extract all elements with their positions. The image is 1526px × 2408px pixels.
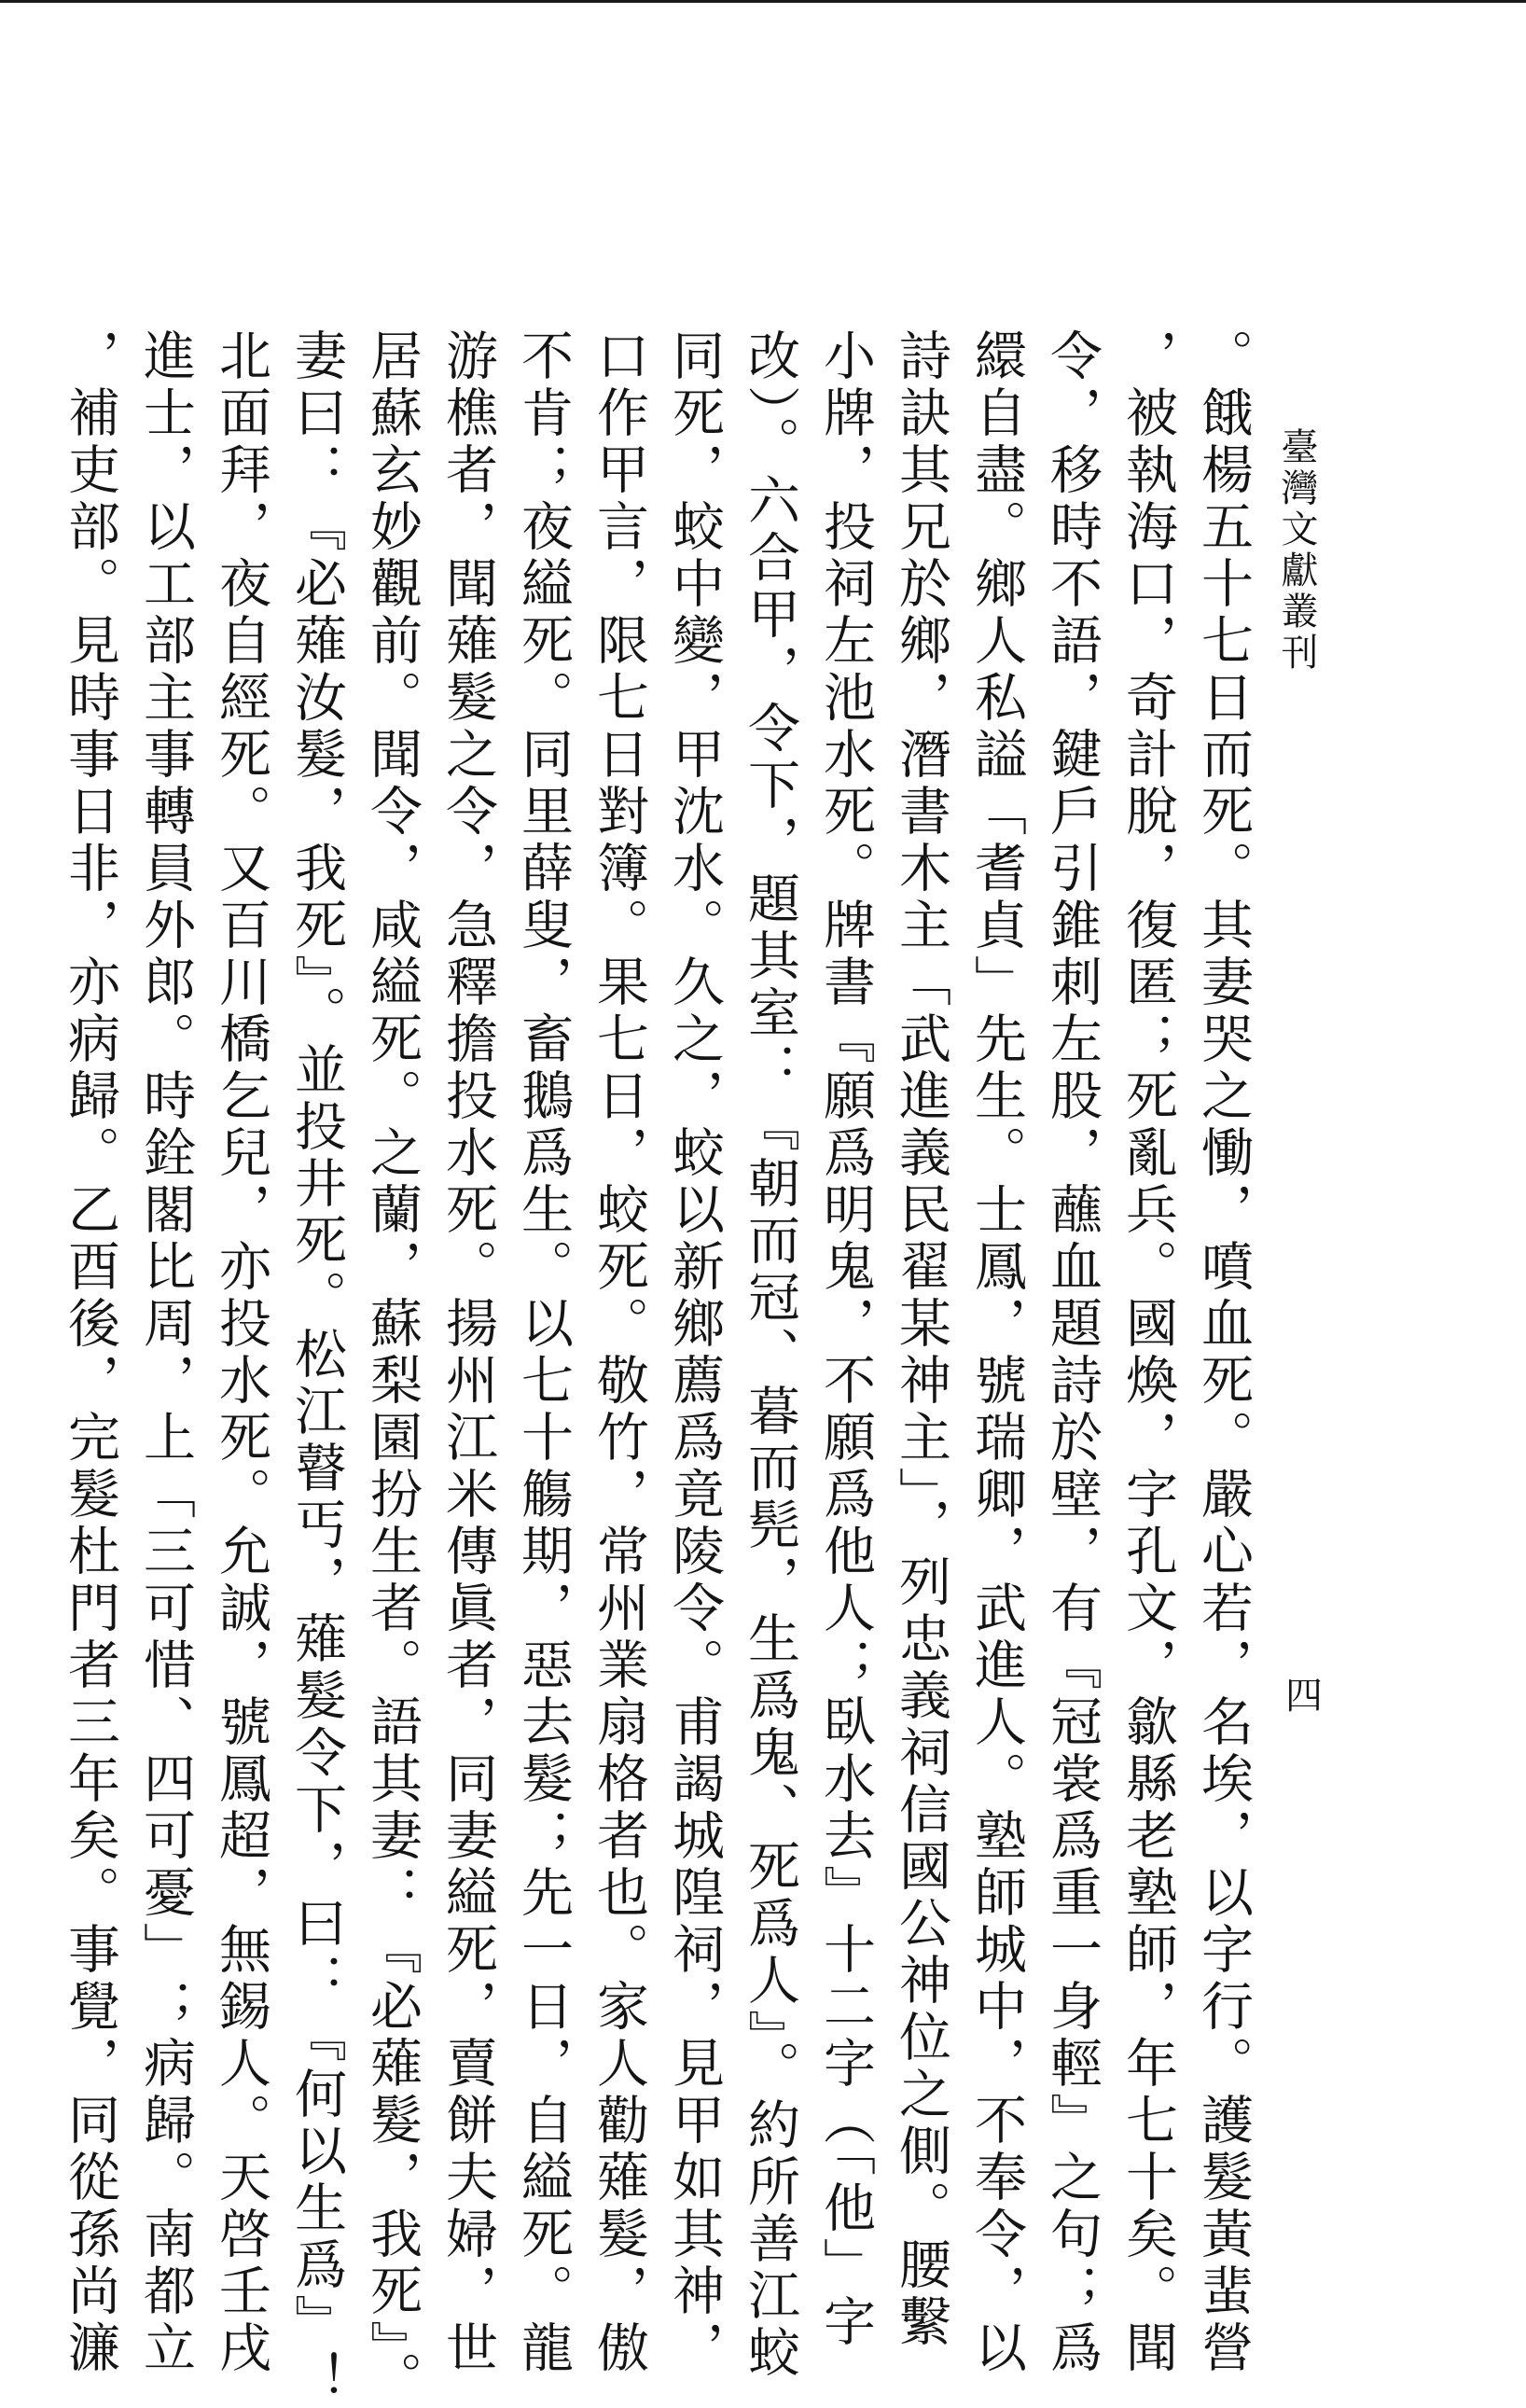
vertical-body-text bbox=[60, 328, 1261, 2408]
text-column-1: 。餓楊五十七日而死。其妻哭之慟，噴血死。嚴心若，名埃，以字行。護髮黃蜚營 bbox=[1193, 328, 1254, 2377]
text-column-10: 不肯；夜縊死。同里薛叟，畜鵝爲生。以七十觴期，惡去髮；先一日，自縊死。龍 bbox=[513, 328, 574, 2377]
text-column-9: 口作甲言，限七日對簿。果七日，蛟死。敬竹，常州業扇格者也。家人勸薙髮，傲 bbox=[589, 328, 649, 2377]
text-column-8: 同死，蛟中變，甲沈水。久之，蛟以新鄉薦爲竟陵令。甫謁城隍祠，見甲如其神， bbox=[664, 328, 725, 2377]
text-column-6: 小牌，投祠左池水死。牌書『願爲明鬼，不願爲他人；臥水去』十二字（「他」字 bbox=[815, 328, 876, 2351]
text-column-12: 居蘇玄妙觀前。聞令，咸縊死。之蘭，蘇梨園扮生者。語其妻：『必薙髮，我死』。 bbox=[362, 328, 423, 2408]
text-column-4: 繯自盡。鄉人私謚「耆貞」先生。士鳳，號瑞卿，武進人。塾師城中，不奉令，以 bbox=[966, 328, 1027, 2377]
text-column-7: 改）。六合甲，令下，題其室：『朝而冠、暮而髡，生爲鬼、死爲人』。約所善江蛟 bbox=[740, 328, 800, 2382]
text-column-16: ，補吏部。見時事日非，亦病歸。乙酉後，完髮杜門者三年矣。事覺，同從孫尚濂 bbox=[60, 328, 120, 2377]
page-number: 四 bbox=[1285, 1675, 1323, 1718]
text-column-14: 北面拜，夜自經死。又百川橋乞兒，亦投水死。允誠，號鳳超，無錫人。天啓壬戌 bbox=[211, 328, 271, 2377]
text-column-11: 游樵者，聞薙髮之令，急釋擔投水死。揚州江米傳眞者，同妻縊死，賣餅夫婦，世 bbox=[437, 328, 498, 2377]
running-header-title: 臺灣文獻叢刊 bbox=[1275, 427, 1318, 674]
text-column-15: 進士，以工部主事轉員外郎。時銓閣比周，上「三可惜、四可憂」；病歸。南都立 bbox=[135, 328, 196, 2377]
top-border-rule bbox=[0, 0, 1526, 3]
text-column-13: 妻曰：『必薙汝髮，我死』。並投井死。松江瞽丐，薙髮令下，曰：『何以生爲』！ bbox=[286, 328, 347, 2408]
text-column-3: 令，移時不語，鍵戶引錐刺左股，蘸血題詩於壁，有『冠裳爲重一身輕』之句；爲 bbox=[1042, 328, 1103, 2377]
text-column-2: ，被執海口，奇計脫，復匿；死亂兵。國煥，字孔文，歙縣老塾師，年七十矣。聞 bbox=[1117, 328, 1178, 2377]
text-column-5: 詩訣其兄於鄉，潛書木主「武進義民翟某神主」，列忠義祠信國公神位之側。腰繫 bbox=[891, 328, 951, 2351]
